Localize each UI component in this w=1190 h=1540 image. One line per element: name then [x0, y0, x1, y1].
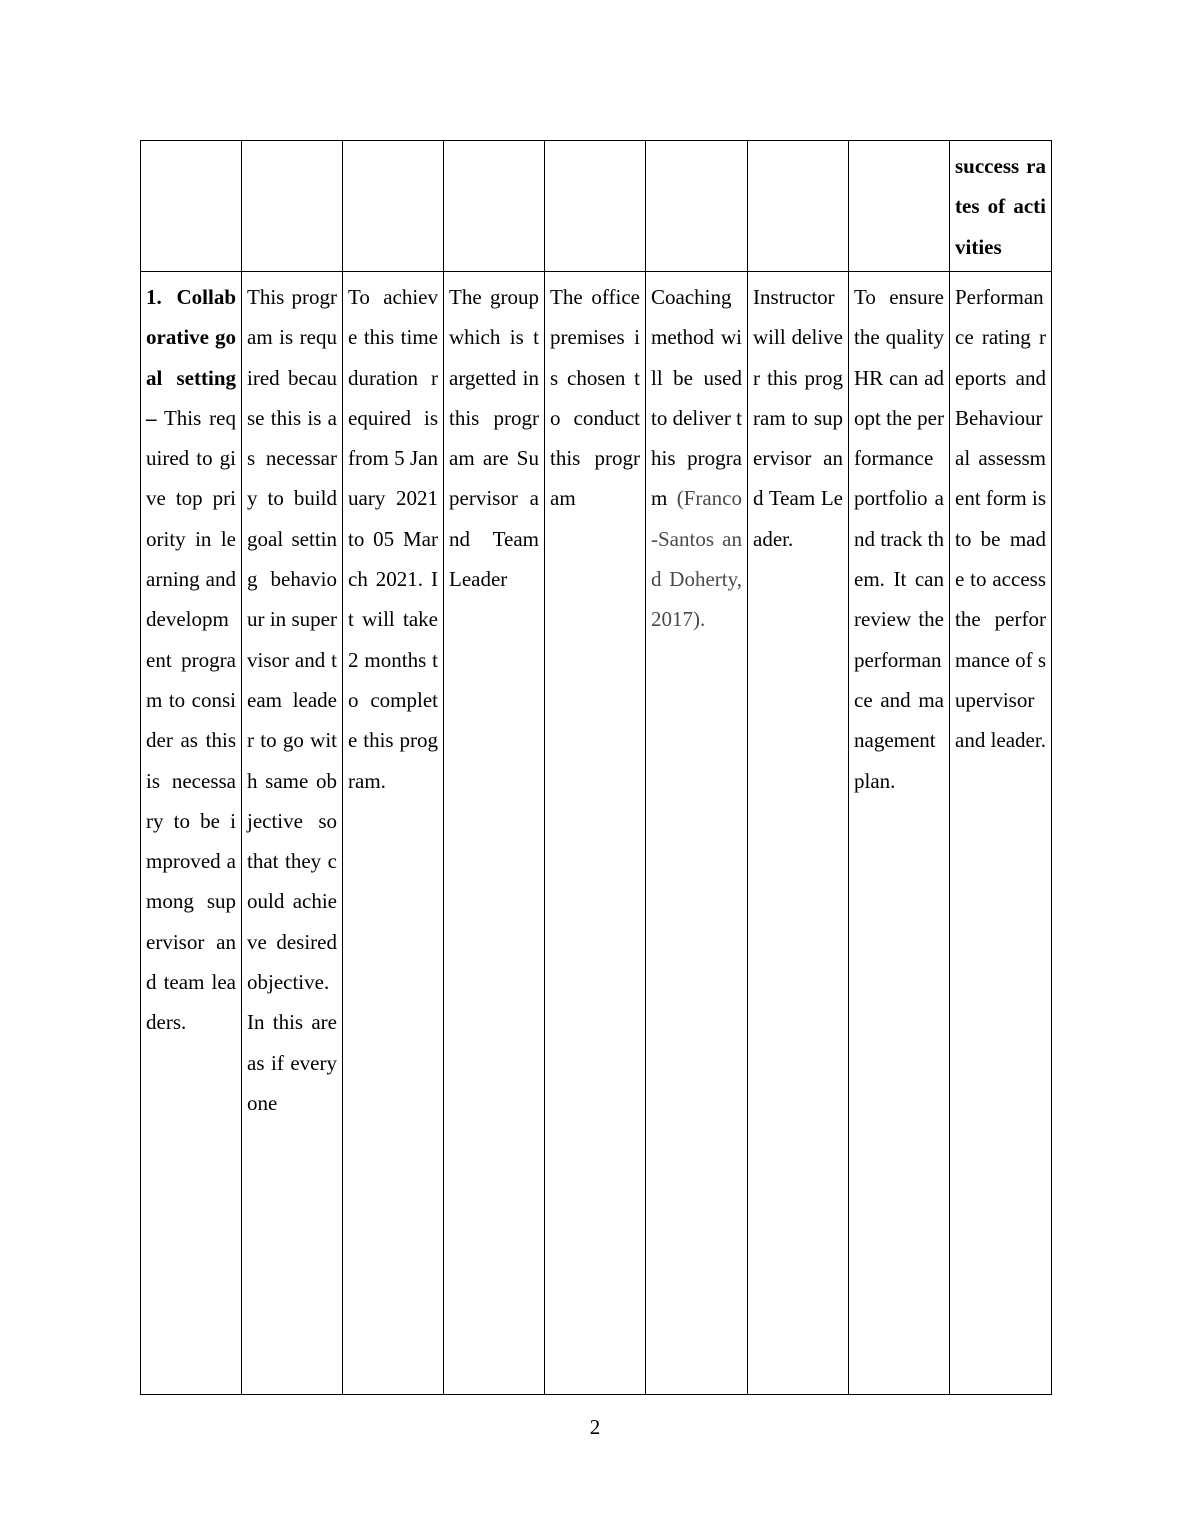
success-rates-heading: success rates of activities — [950, 141, 1052, 272]
table-cell — [646, 141, 748, 272]
why-cell: This program is required because this is as necessary to build goal setting behaviour in supervisor and team leader to go with same objective so that they could achieve desired objective. In this areas if everyone — [242, 272, 343, 1395]
evaluation-cell: To ensure the quality HR can adopt the performance portfolio and track them. It can review the performance and management plan. — [849, 272, 950, 1395]
table-cell — [343, 141, 444, 272]
goal-description: This required to give top priority in learning and development program to consider as this is necessary to be improved among supervisor and team leaders. — [146, 405, 236, 1035]
table-row — [141, 272, 1052, 1395]
when-cell: To achieve this time duration required is from 5 January 2021 to 05 March 2021. It will take 2 months to complete this program. — [343, 272, 444, 1395]
by-whom-cell: Instructor will deliver this program to supervisor and Team Leader. — [748, 272, 849, 1395]
goal-cell — [141, 272, 242, 1395]
training-plan-table — [140, 140, 1052, 1395]
table-cell — [748, 141, 849, 272]
success-cell: Performance rating reports and Behavioural assessment form is to be made to access the performance of supervisor and leader. — [950, 272, 1052, 1395]
who-cell: The group which is targetted in this program are Supervisor and Team Leader — [444, 272, 545, 1395]
table-cell — [141, 141, 242, 272]
table-cell — [444, 141, 545, 272]
table-cell — [849, 141, 950, 272]
table-cell — [545, 141, 646, 272]
how-citation: (Franco-Santos and Doherty, 2017). — [651, 486, 742, 632]
goal-label: 1. Collaborative goal setting – — [146, 285, 236, 430]
page-number: 2 — [589, 1415, 601, 1439]
how-cell — [646, 272, 748, 1395]
how-text: Coaching method will be used to deliver this program — [651, 285, 742, 511]
table-header-row — [141, 141, 1052, 272]
where-cell: The office premises is chosen to conduct this program — [545, 272, 646, 1395]
table-cell — [242, 141, 343, 272]
